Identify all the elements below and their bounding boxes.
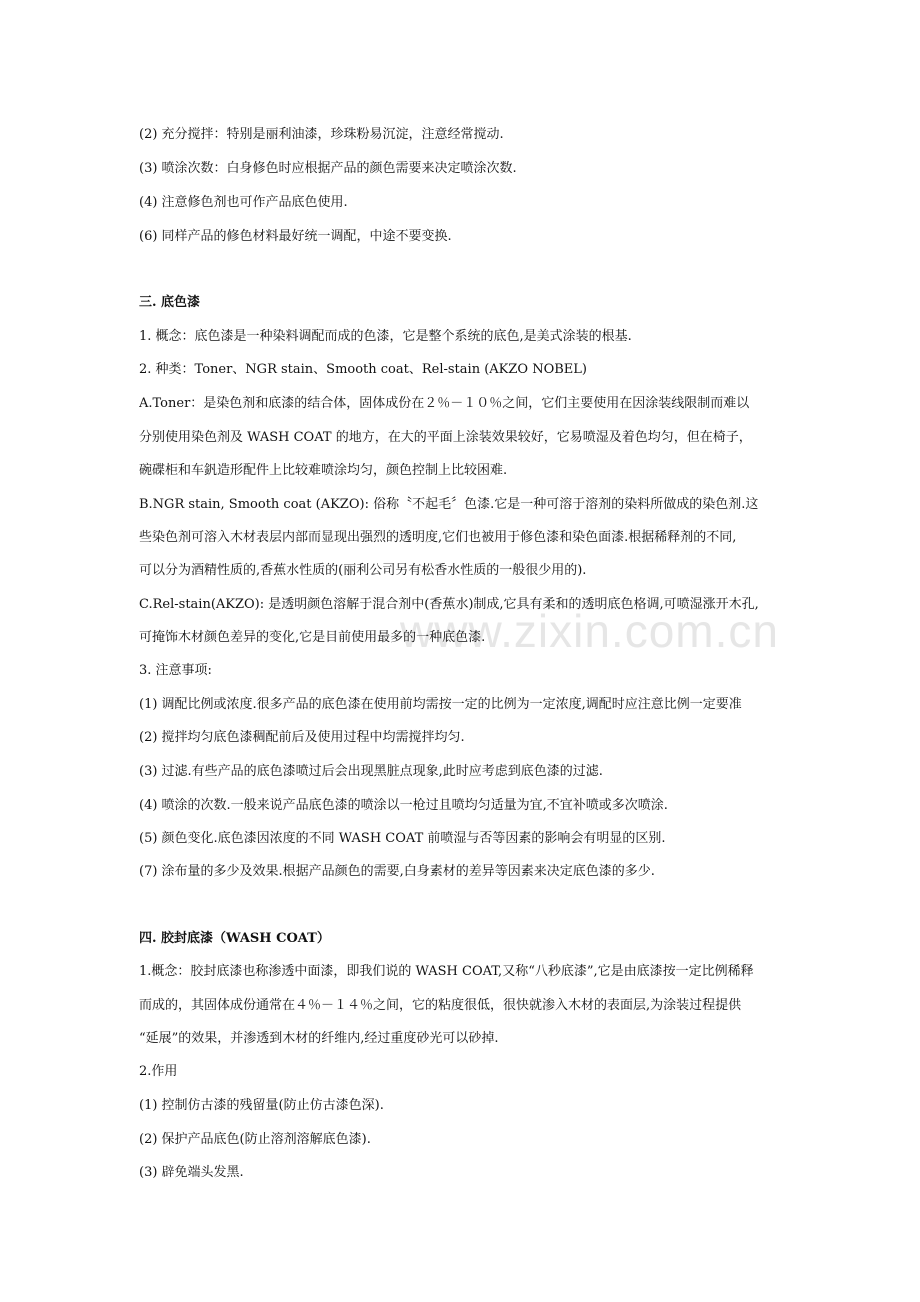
list-item: (5) 颜色变化.底色漆因浓度的不同 WASH COAT 前喷湿与否等因素的影响会有明显的区别.	[139, 831, 666, 846]
list-item: (6) 同样产品的修色材料最好统一调配，中途不要变换.	[139, 229, 452, 244]
list-item: (3) 过滤.有些产品的底色漆喷过后会出现黑脏点现象,此时应考虑到底色漆的过滤.	[139, 764, 603, 779]
list-item: (1) 控制仿古漆的残留量(防止仿古漆色深).	[139, 1098, 384, 1113]
paragraph-line: “延展”的效果，并渗透到木材的纤维内,经过重度砂光可以砂掉.	[139, 1031, 499, 1046]
list-item: (4) 注意修色剂也可作产品底色使用.	[139, 195, 348, 210]
paragraph-line: C.Rel-stain(AKZO): 是透明颜色溶解于混合剂中(香蕉水)制成,它具有柔和的透明底色格调,可喷湿涨开木孔,	[139, 597, 759, 612]
paragraph-line: 可掩饰木材颜色差异的变化,它是目前使用最多的一种底色漆.	[139, 630, 486, 645]
paragraph-line: 1.概念：胶封底漆也称渗透中面漆，即我们说的 WASH COAT,又称“八秒底漆”,它是由底漆按一定比例稀释	[139, 964, 754, 979]
list-item: (2) 保护产品底色(防止溶剂溶解底色漆).	[139, 1132, 371, 1147]
paragraph-types: 2. 种类：Toner、NGR stain、Smooth coat、Rel-stain (AKZO NOBEL)	[139, 362, 587, 377]
list-item: (7) 涂布量的多少及效果.根据产品颜色的需要,白身素材的差异等因素来决定底色漆的多少.	[139, 864, 655, 879]
paragraph-line: 可以分为酒精性质的,香蕉水性质的(丽利公司另有松香水性质的一般很少用的).	[139, 563, 587, 578]
watermark: www.zixin.com.cn	[400, 605, 779, 657]
paragraph-line: A.Toner：是染色剂和底漆的结合体，固体成份在２％－１０％之间，它们主要使用在因涂装线限制而难以	[139, 396, 750, 411]
paragraph-line: B.NGR stain, Smooth coat (AKZO): 俗称〝不起毛〞色漆.它是一种可溶于溶剂的染料所做成的染色剂.这	[139, 497, 759, 512]
paragraph-line: 分别使用染色剂及 WASH COAT 的地方，在大的平面上涂装效果较好，它易喷湿及着色均匀，但在椅子，	[139, 430, 752, 445]
paragraph-line: 碗碟柜和车釩造形配件上比较难喷涂均匀，颜色控制上比较困难.	[139, 463, 508, 478]
notes-heading: 3. 注意事项:	[139, 663, 212, 678]
list-item: (1) 调配比例或浓度.很多产品的底色漆在使用前均需按一定的比例为一定浓度,调配时应注意比例一定要准	[139, 697, 742, 712]
list-item: (3) 辟免端头发黑.	[139, 1165, 244, 1180]
usage-heading: 2.作用	[139, 1064, 178, 1079]
list-item: (4) 喷涂的次数.一般来说产品底色漆的喷涂以一枪过且喷均匀适量为宜,不宜补喷或多次喷涂.	[139, 798, 668, 813]
paragraph-line: 而成的，其固体成份通常在４％－１４％之间，它的粘度很低，很快就渗入木材的表面层,为涂装过程提供	[139, 998, 742, 1013]
list-item: (2) 充分搅拌：特别是丽利油漆，珍珠粉易沉淀，注意经常搅动.	[139, 127, 504, 142]
paragraph-line: 些染色剂可溶入木材表层内部而显现出强烈的透明度,它们也被用于修色漆和染色面漆.根据稀释剂的不同,	[139, 530, 737, 545]
section-heading: 三. 底色漆	[139, 295, 201, 310]
section-heading: 四. 胶封底漆（WASH COAT）	[139, 931, 330, 946]
list-item: (3) 喷涂次数：白身修色时应根据产品的颜色需要来决定喷涂次数.	[139, 161, 517, 176]
list-item: (2) 搅拌均匀底色漆稠配前后及使用过程中均需搅拌均匀.	[139, 730, 465, 745]
paragraph-concept: 1. 概念：底色漆是一种染料调配而成的色漆，它是整个系统的底色,是美式涂装的根基.	[139, 329, 632, 344]
